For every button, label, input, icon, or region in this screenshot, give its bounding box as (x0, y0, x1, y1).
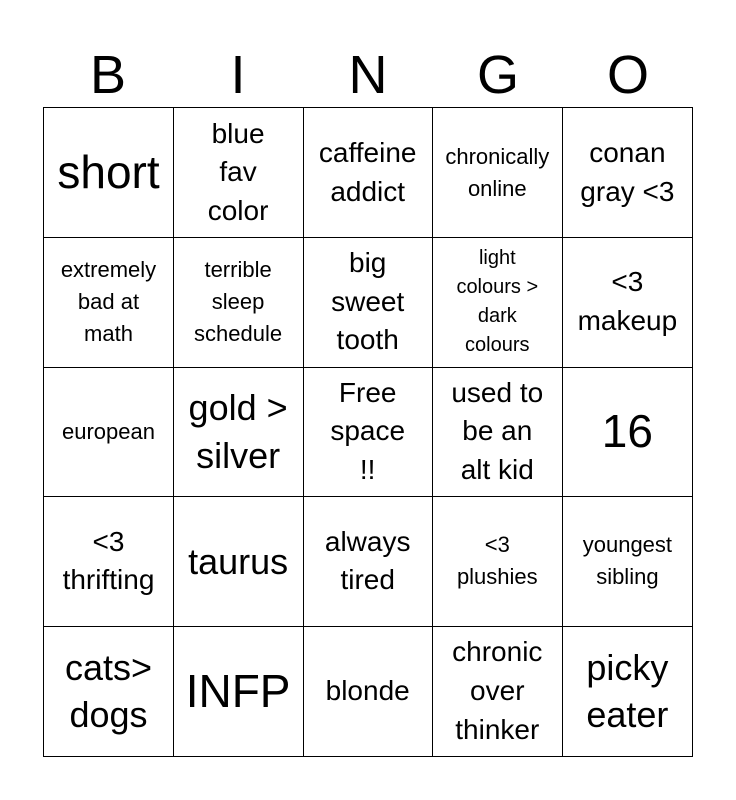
bingo-cell[interactable] (174, 108, 304, 238)
bingo-cell-label: <3 thrifting (62, 525, 155, 596)
bingo-cell[interactable] (174, 238, 304, 368)
bingo-cell-label: terrible sleep schedule (194, 257, 283, 347)
bingo-cell[interactable] (174, 626, 304, 756)
bingo-cell-label: light colours > dark colours (456, 247, 539, 357)
bingo-cell-label: caffeine addict (318, 136, 417, 207)
bingo-cell[interactable] (44, 626, 174, 756)
bingo-cell[interactable] (433, 626, 563, 756)
bingo-cell[interactable] (562, 626, 692, 756)
bingo-cell[interactable] (303, 626, 433, 756)
bingo-cell[interactable] (433, 108, 563, 238)
bingo-cell[interactable] (303, 238, 433, 368)
bingo-cell-label: youngest sibling (582, 532, 673, 590)
bingo-cell-label: Free space !! (330, 376, 406, 485)
bingo-cell-label: blonde (325, 675, 410, 707)
bingo-cell[interactable] (433, 238, 563, 368)
bingo-cell[interactable] (44, 238, 174, 368)
bingo-cell-label: 16 (601, 405, 653, 458)
bingo-cell[interactable] (174, 367, 304, 497)
bingo-cell[interactable] (44, 367, 174, 497)
bingo-cell-label: blue fav color (207, 117, 269, 226)
bingo-cell[interactable] (562, 108, 692, 238)
bingo-cell-label: big sweet tooth (331, 247, 405, 356)
bingo-cell-label: european (62, 418, 155, 444)
bingo-cell[interactable] (562, 367, 692, 497)
bingo-cell-label: cats> dogs (64, 646, 153, 736)
bingo-cell[interactable] (303, 497, 433, 627)
bingo-header (43, 46, 693, 104)
bingo-cell-label: <3 makeup (577, 266, 678, 337)
bingo-cell-label: short (57, 145, 160, 198)
bingo-cell[interactable] (562, 238, 692, 368)
bingo-cell[interactable] (433, 497, 563, 627)
bingo-cell-label: picky eater (586, 646, 669, 736)
bingo-cell[interactable] (433, 367, 563, 497)
bingo-cell[interactable] (303, 367, 433, 497)
bingo-cell[interactable] (562, 497, 692, 627)
bingo-cell[interactable] (174, 497, 304, 627)
header-letter-b: B (89, 45, 127, 105)
bingo-cell-label: extremely bad at math (60, 257, 157, 347)
bingo-cell-label: used to be an alt kid (451, 376, 544, 485)
bingo-cell-label: chronically online (445, 143, 550, 201)
bingo-cell[interactable] (303, 108, 433, 238)
bingo-cell-label: <3 plushies (456, 532, 538, 590)
bingo-cell[interactable] (44, 108, 174, 238)
bingo-cell-label: always tired (324, 525, 411, 596)
header-letter-o: O (606, 45, 649, 105)
bingo-cell-label: taurus (188, 540, 289, 582)
bingo-cell-label: INFP (185, 664, 291, 717)
bingo-cell-label: conan gray <3 (580, 136, 675, 207)
header-letter-n: N (348, 45, 388, 105)
header-letter-i: I (230, 45, 246, 105)
bingo-cell[interactable] (44, 497, 174, 627)
header-letter-g: G (476, 45, 519, 105)
bingo-cell-label: gold > silver (188, 387, 288, 476)
bingo-board (43, 107, 693, 757)
bingo-cell-label: chronic over thinker (452, 636, 543, 745)
